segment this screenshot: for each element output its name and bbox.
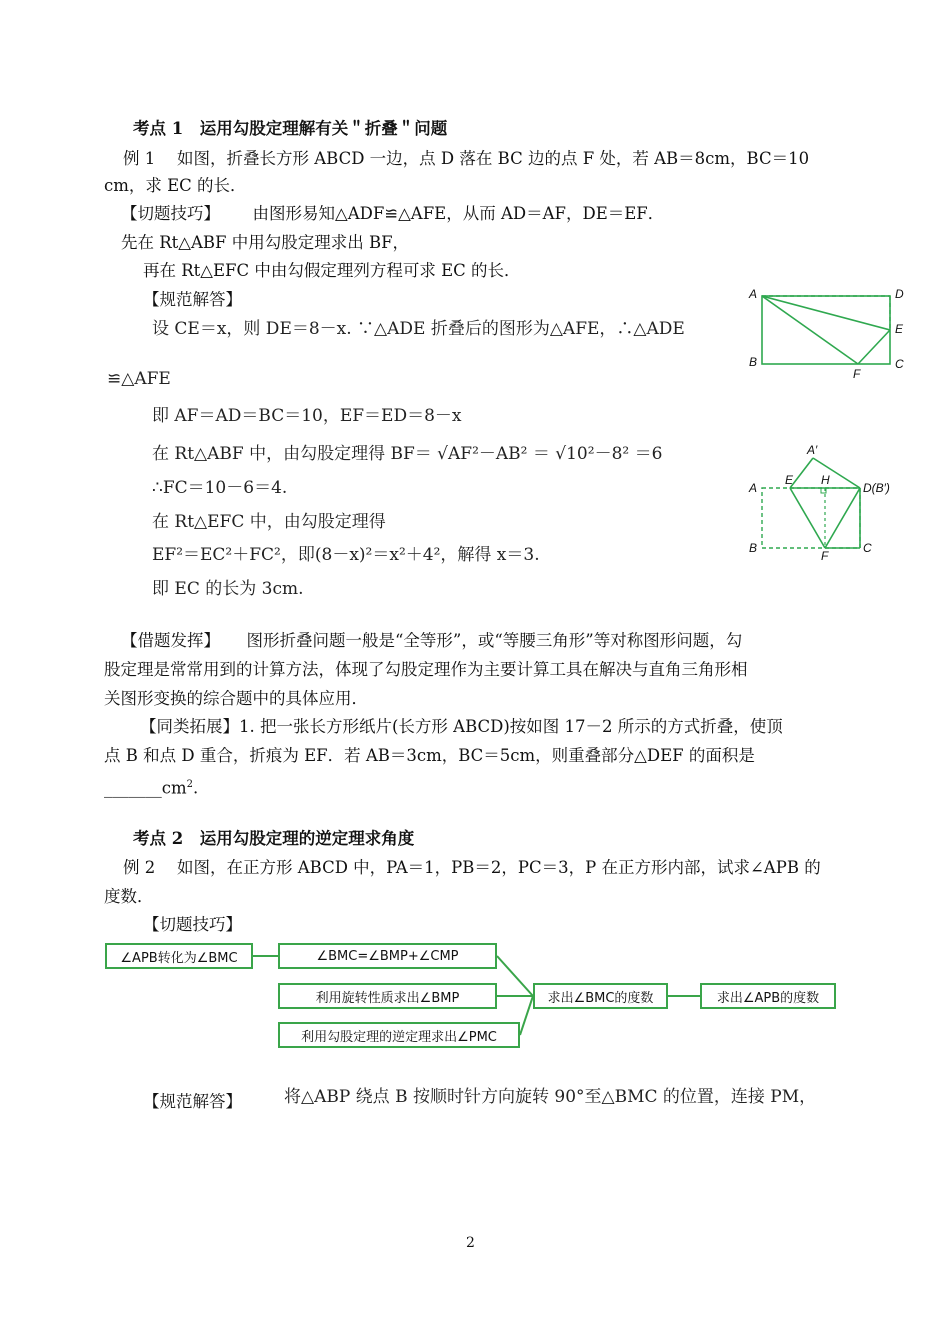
label-c-2: C xyxy=(863,541,872,555)
segment-af xyxy=(762,296,858,364)
solution-line-3: 即 AF＝AD＝BC＝10，EF＝ED＝8－x xyxy=(152,406,462,426)
label-c: C xyxy=(895,357,904,371)
solution-line-1: 设 CE＝x，则 DE＝8－x. ∵△ADE 折叠后的图形为△AFE，∴△ADE xyxy=(152,319,685,339)
tip-line3: 再在 Rt△EFC 中由勾假定理列方程可求 EC 的长． xyxy=(143,261,521,280)
example1-line1: 例 1 如图，折叠长方形 ABCD 一边，点 D 落在 BC 边的点 F 处，若 AB＝8cm，BC＝10 xyxy=(123,149,810,168)
figure-fold-2 xyxy=(745,440,915,565)
label-a-prime: A′ xyxy=(807,443,818,457)
rect-abcd xyxy=(762,296,890,364)
tip-row xyxy=(121,203,664,225)
insight-label: 【借题发挥】 xyxy=(121,631,220,650)
section1-heading: 考点 1 运用勾股定理解有关＂折叠＂问题 xyxy=(133,119,448,138)
solution-line-4: 在 Rt△ABF 中，由勾股定理得 BF＝ √AF²－AB² ＝ √10²－8² ＝6 xyxy=(152,444,663,464)
page-number: 2 xyxy=(466,1235,475,1251)
ext-row xyxy=(140,716,783,738)
answer-text-2: 将△ABP 绕点 B 按顺时针方向旋转 90°至△BMC 的位置，连接 PM， xyxy=(284,1087,817,1107)
label-a: A xyxy=(749,287,758,301)
insight-line3: 关图形变换的综合题中的具体应用． xyxy=(104,689,368,708)
answer-label-1: 【规范解答】 xyxy=(143,290,242,309)
label-f-2: F xyxy=(821,549,829,563)
label-b-2: B xyxy=(749,541,758,555)
ext-sup: 2 xyxy=(186,779,194,790)
section2-heading: 考点 2 运用勾股定理的逆定理求角度 xyxy=(133,829,415,848)
label-b: B xyxy=(749,355,758,369)
rect-abcd-2 xyxy=(762,488,860,548)
answer-label-2: 【规范解答】 xyxy=(143,1092,242,1111)
ext-label: 【同类拓展】 xyxy=(140,717,239,736)
label-e-2: E xyxy=(785,473,794,487)
figure-fold-1 xyxy=(745,282,915,382)
tip-text: 由图形易知△ADF≌△AFE，从而 AD＝AF，DE＝EF． xyxy=(252,204,665,223)
tip-label: 【切题技巧】 xyxy=(121,204,220,223)
label-d-2: D(B′) xyxy=(863,481,890,495)
ext-line3: $\_\_\_\_\_\_\_cm^2$. xyxy=(104,778,199,798)
flow-box-bmp: 利用旋转性质求出∠BMP xyxy=(278,983,497,1009)
solution-line-8: 即 EC 的长为 3cm. xyxy=(152,579,304,599)
tip-line2: 先在 Rt△ABF 中用勾股定理求出 BF， xyxy=(121,233,410,252)
flow-box-sum: ∠BMC=∠BMP+∠CMP xyxy=(278,943,497,969)
insight-row xyxy=(121,630,742,652)
insight-text: 图形折叠问题一般是“全等形”，或“等腰三角形”等对称图形问题，勾 xyxy=(246,631,743,650)
solution-line-5: ∴FC＝10－6＝4. xyxy=(152,478,288,498)
label-f: F xyxy=(853,367,861,381)
flow-box-pmc: 利用勾股定理的逆定理求出∠PMC xyxy=(278,1022,520,1048)
fold-line-ae xyxy=(762,296,890,330)
solution-line-7: EF²＝EC²＋FC²，即(8－x)²＝x²＋4²，解得 x＝3. xyxy=(152,545,540,565)
solution-line-6: 在 Rt△EFC 中，由勾股定理得 xyxy=(152,512,386,532)
label-d: D xyxy=(895,287,904,301)
flow-box-apb: 求出∠APB的度数 xyxy=(700,983,836,1009)
flow-box-convert: ∠APB转化为∠BMC xyxy=(105,943,253,969)
label-h-2: H xyxy=(821,473,830,487)
solution-line-2: ≌△AFE xyxy=(107,369,171,389)
segment-fe xyxy=(858,330,890,364)
example2-line2: 度数． xyxy=(104,887,154,906)
ext-text: 1. 把一张长方形纸片(长方形 ABCD)按如图 17－2 所示的方式折叠，使顶 xyxy=(239,717,783,736)
example2-line1: 例 2 如图，在正方形 ABCD 中，PA＝1，PB＝2，PC＝3，P 在正方形内部，试求∠APB 的 xyxy=(123,858,821,877)
insight-line2: 股定理是常常用到的计算方法，体现了勾股定理作为主要计算工具在解决与直角三角形相 xyxy=(104,660,748,679)
tip-label-2: 【切题技巧】 xyxy=(143,915,242,934)
ext-line2: 点 B 和点 D 重合，折痕为 EF．若 AB＝3cm，BC＝5cm，则重叠部分△DEF 的面积是 xyxy=(104,746,755,765)
flow-box-bmc: 求出∠BMC的度数 xyxy=(533,983,668,1009)
label-a-2: A xyxy=(749,481,758,495)
label-e: E xyxy=(895,322,904,336)
example1-line2: cm，求 EC 的长． xyxy=(104,176,247,195)
